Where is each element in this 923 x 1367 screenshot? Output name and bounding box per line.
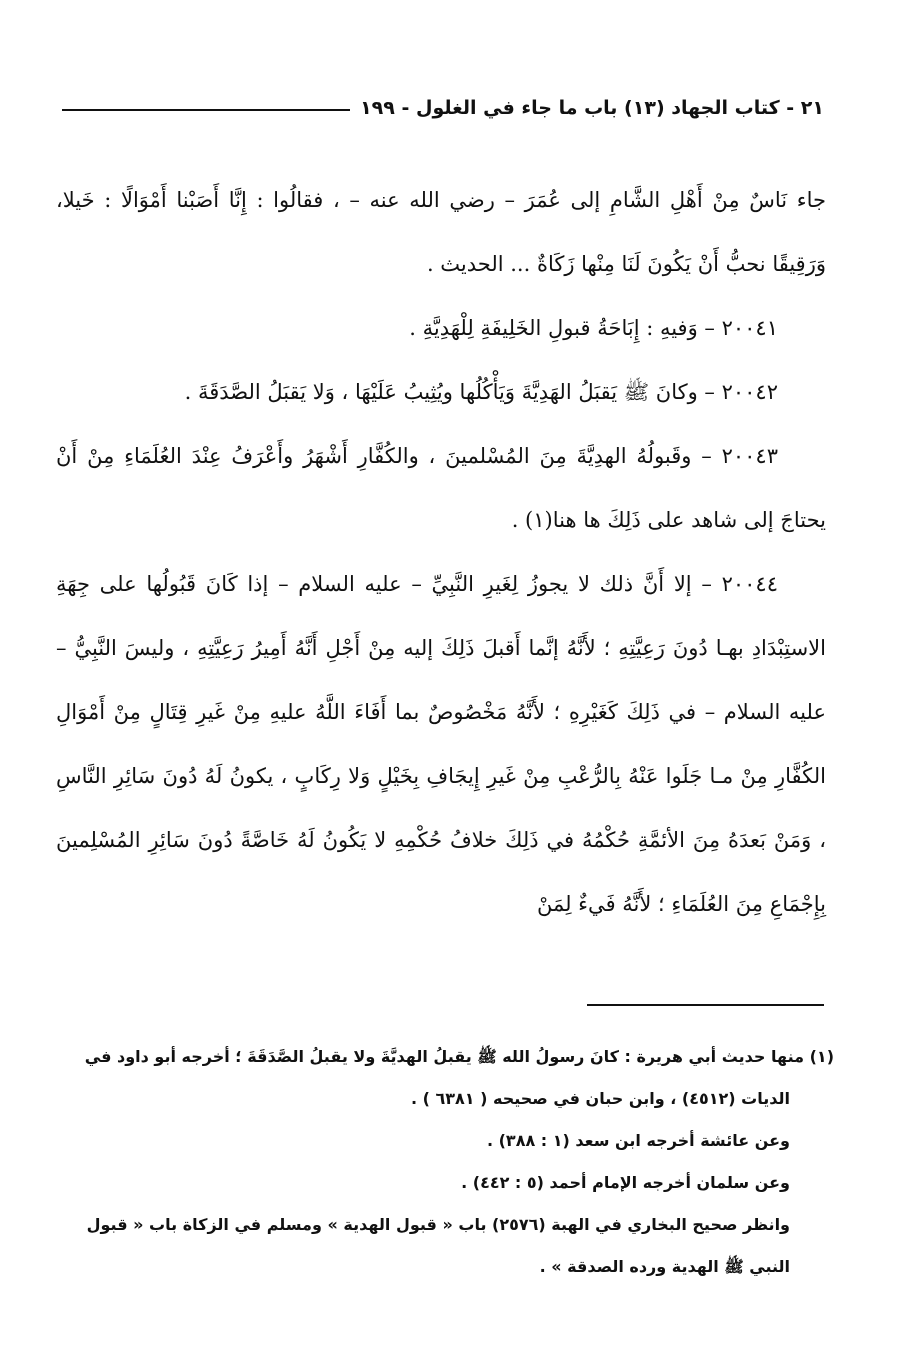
footnote-1-bukhari: وانظر صحيح البخاري في الهبة (٢٥٧٦) باب « قبول الهدية » ومسلم في الزكاة باب « قبول النبي ﷺ الهدية ورده الصدقة » . <box>86 1215 790 1276</box>
paragraph-20044: ٢٠٠٤٤ – إلا أَنَّ ذلك لا يجوزُ لِغَيرِ النَّبِيِّ – عليه السلام – إذا كَانَ قَبُولُها على جِهَةِ الاستِبْدَادِ بهـا دُونَ رَعِيَّتِهِ ؛ لأَنَّهُ إنَّما أَقبلَ ذَلِكَ إليه مِنْ أَجْلِ أَنَّهُ أَمِيرُ رَعِيَّتِهِ ، وليسَ النَّبِيُّ – عليه السلام – في ذَلِكَ كَغَيْرِهِ ؛ لأَنَّهُ مَخْصُوصٌ بما أَفَاءَ اللَّهُ عليهِ مِنْ غَيرِ قِتَالٍ مِنْ أَمْوَالِ الكُفَّارِ مِنْ مـا جَلَوا عَنْهُ بِالرُّعْبِ مِنْ غَيرِ إِيجَافِ بِخَيْلٍ وَلا رِكَابٍ ، يكونُ لَهُ دُونَ سَائِرِ النَّاسِ ، وَمَنْ بَعدَهُ مِنَ الأئمَّةِ حُكْمُهُ في ذَلِكَ خلافُ حُكْمِهِ لا يَكُونُ لَهُ خَاصَّةً دُونَ سَائِرِ المُسْلِمينَ بِإِجْمَاعِ مِنَ العُلَمَاءِ ؛ لأَنَّهُ فَيءٌ لِمَنْ <box>56 572 826 916</box>
footnote-1-salman: وعن سلمان أخرجه الإمام أحمد (٥ : ٤٤٢) . <box>461 1173 790 1192</box>
running-header <box>62 90 824 126</box>
header-rule <box>62 109 350 111</box>
paragraph-hadith-continuation: جاء نَاسٌ مِنْ أَهْلِ الشَّامِ إلى عُمَرَ – رضي الله عنه – ، فقالُوا : إِنَّا أَصَبْنا أَمْوَالًا : خَيلا، وَرَقِيقًا نحبُّ أَنْ يَكُونَ لَنَا مِنْها زَكَاةٌ ... الحديث . <box>56 188 826 276</box>
running-title: ٢١ - كتاب الجهاد (١٣) باب ما جاء في الغلول - ١٩٩ <box>360 97 824 119</box>
paragraph-20043: ٢٠٠٤٣ – وقَبولُهُ الهدِيَّةَ مِنَ المُسْلمينَ ، والكُفَّارِ أَشْهَرُ وأَعْرَفُ عِنْدَ العُلَمَاءِ مِنْ أَنْ يحتاجَ إلى شاهد على ذَلِكَ ها هنا(١) . <box>56 444 826 532</box>
main-text <box>56 168 826 936</box>
paragraph-20041: ٢٠٠٤١ – وَفيهِ : إِبَاحَةُ قبولِ الخَلِيفَةِ لِلْهَدِيَّةِ . <box>409 316 778 340</box>
footnotes <box>56 1036 834 1288</box>
paragraph-20042: ٢٠٠٤٢ – وكانَ ﷺ يَقبَلُ الهَدِيَّةَ وَيَأْكُلُها ويُثِيبُ عَلَيْهَا ، وَلا يَقبَلُ الصَّدَقَةَ . <box>184 380 778 404</box>
footnote-1-aisha: وعن عائشة أخرجه ابن سعد (١ : ٣٨٨) . <box>486 1131 790 1150</box>
footnote-1: (١) منها حديث أبي هريرة : كانَ رسولُ الله ﷺ يقبلُ الهديَّةَ ولا يقبلُ الصَّدَقَةَ ؛ أخرجه أبو داود في الديات (٤٥١٢) ، وابن حبان في صحيحه ( ٦٣٨١ ) . <box>84 1047 834 1108</box>
footnote-separator <box>587 1004 824 1006</box>
